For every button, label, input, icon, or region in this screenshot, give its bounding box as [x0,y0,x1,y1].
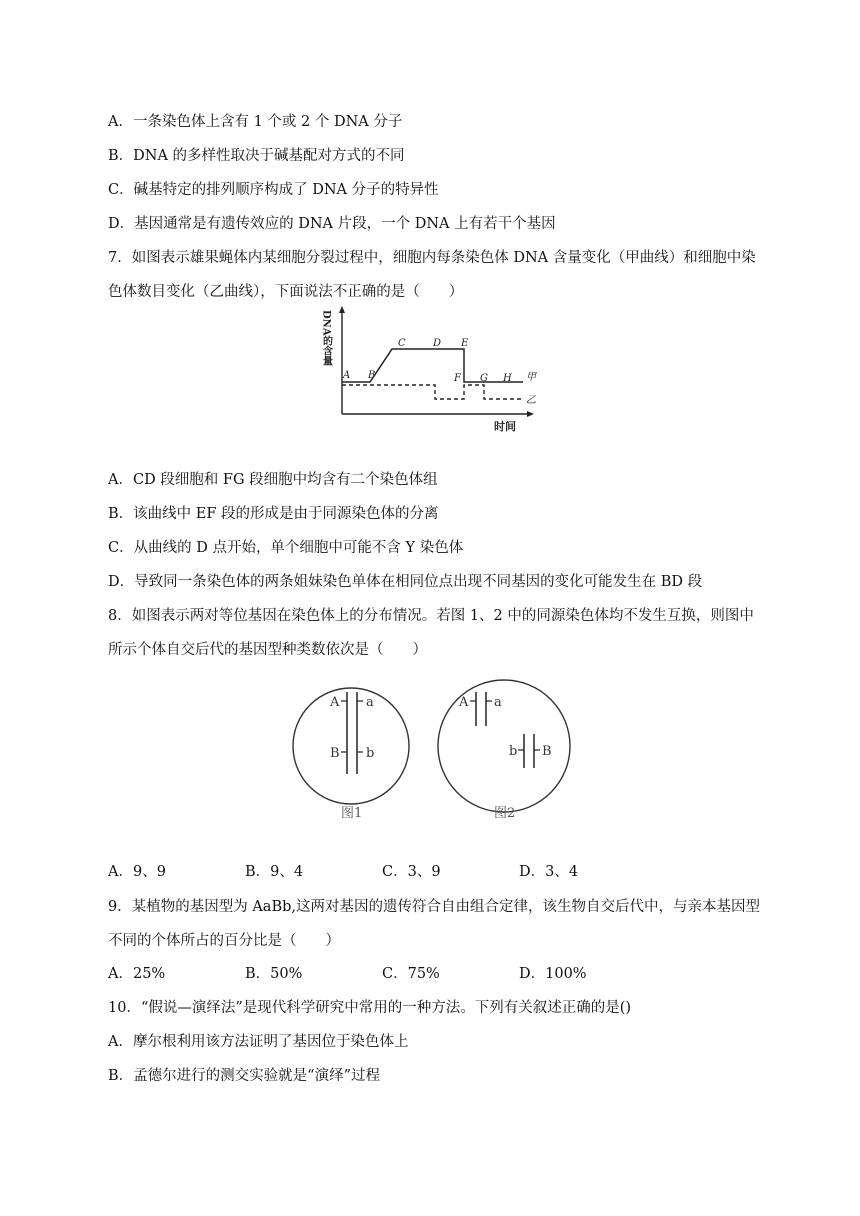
q7-curve-yi [342,385,523,399]
q7-y-axis-label: DNA的含量 [320,310,332,366]
fig1-cell-circle [293,688,409,804]
fig2-gene-b: b [509,744,518,759]
q8-option-a: A．9、9 [108,864,166,880]
q7-stem-line1: 7．如图表示雄果蝇体内某细胞分裂过程中，细胞内每条染色体 DNA 含量变化（甲曲线）和细胞中染 [108,250,756,266]
q9-stem-line1: 9．某植物的基因型为 AaBb,这两对基因的遗传符合自由组合定律，该生物自交后代中，与亲本基因型 [108,899,760,915]
q8-chromosome-figure [284,670,584,830]
q8-option-d: D．3、4 [519,864,579,880]
q9-option-c: C．75% [382,966,440,982]
q7-option-d: D．导致同一条染色体的两条姐妹染色单体在相同位点出现不同基因的变化可能发生在 BD 段 [108,574,703,590]
q6-option-a: A．一条染色体上含有 1 个或 2 个 DNA 分子 [108,114,403,130]
fig1-gene-A: A [330,695,340,710]
q9-options [108,964,656,984]
q7-point-h: H [503,373,512,384]
q7-point-c: C [398,338,406,349]
q6-option-b: B．DNA 的多样性取决于碱基配对方式的不同 [108,148,405,164]
q7-point-e: E [461,338,469,349]
q9-option-b: B．50% [245,966,303,982]
fig1-label: 图1 [341,806,363,821]
q6-option-c: C．碱基特定的排列顺序构成了 DNA 分子的特异性 [108,182,439,198]
q7-curve-jia-label: 甲 [526,372,536,383]
q7-x-axis-label: 时间 [494,420,516,433]
q7-point-b: B [368,370,376,381]
q7-option-a: A．CD 段细胞和 FG 段细胞中均含有二个染色体组 [108,472,438,488]
fig1-gene-a: a [366,695,374,710]
q7-stem-line2: 色体数目变化（乙曲线），下面说法不正确的是（ ） [108,284,464,300]
q7-option-b: B．该曲线中 EF 段的形成是由于同源染色体的分离 [108,506,439,522]
q6-option-d: D．基因通常是有遗传效应的 DNA 片段，一个 DNA 上有若干个基因 [108,216,556,232]
q8-stem-line2: 所示个体自交后代的基因型种类数依次是（ ） [108,642,427,658]
q8-option-c: C．3、9 [382,864,441,880]
q7-point-a: A [343,370,351,381]
fig1-gene-B: B [330,746,340,761]
q10-option-a: A．摩尔根利用该方法证明了基因位于染色体上 [108,1034,409,1050]
q8-stem-line1: 8．如图表示两对等位基因在染色体上的分布情况。若图 1、2 中的同源染色体均不发生互换，则图中 [108,608,754,624]
fig1-gene-b: b [366,746,375,761]
q7-dna-curve-figure [318,306,548,436]
q8-option-b: B．9、4 [245,864,304,880]
q10-option-b: B．孟德尔进行的测交实验就是“演绎”过程 [108,1068,380,1084]
q8-options [108,862,656,882]
q7-point-d: D [433,338,442,349]
q7-point-g: G [480,373,488,384]
fig2-gene-a: a [494,695,502,710]
q7-y-axis-arrow [339,306,345,313]
fig2-label: 图2 [494,806,516,821]
q7-x-axis-arrow [527,411,534,417]
q7-curve-yi-label: 乙 [526,395,536,406]
q10-stem: 10．“假说—演绎法”是现代科学研究中常用的一种方法。下列有关叙述正确的是() [108,1000,632,1016]
q9-option-d: D．100% [519,966,587,982]
fig2-gene-B: B [542,744,552,759]
q9-option-a: A．25% [108,966,166,982]
q7-point-f: F [454,373,461,384]
q7-option-c: C．从曲线的 D 点开始，单个细胞中可能不含 Y 染色体 [108,540,464,556]
fig2-gene-A: A [459,695,469,710]
q9-stem-line2: 不同的个体所占的百分比是（ ） [108,933,340,949]
